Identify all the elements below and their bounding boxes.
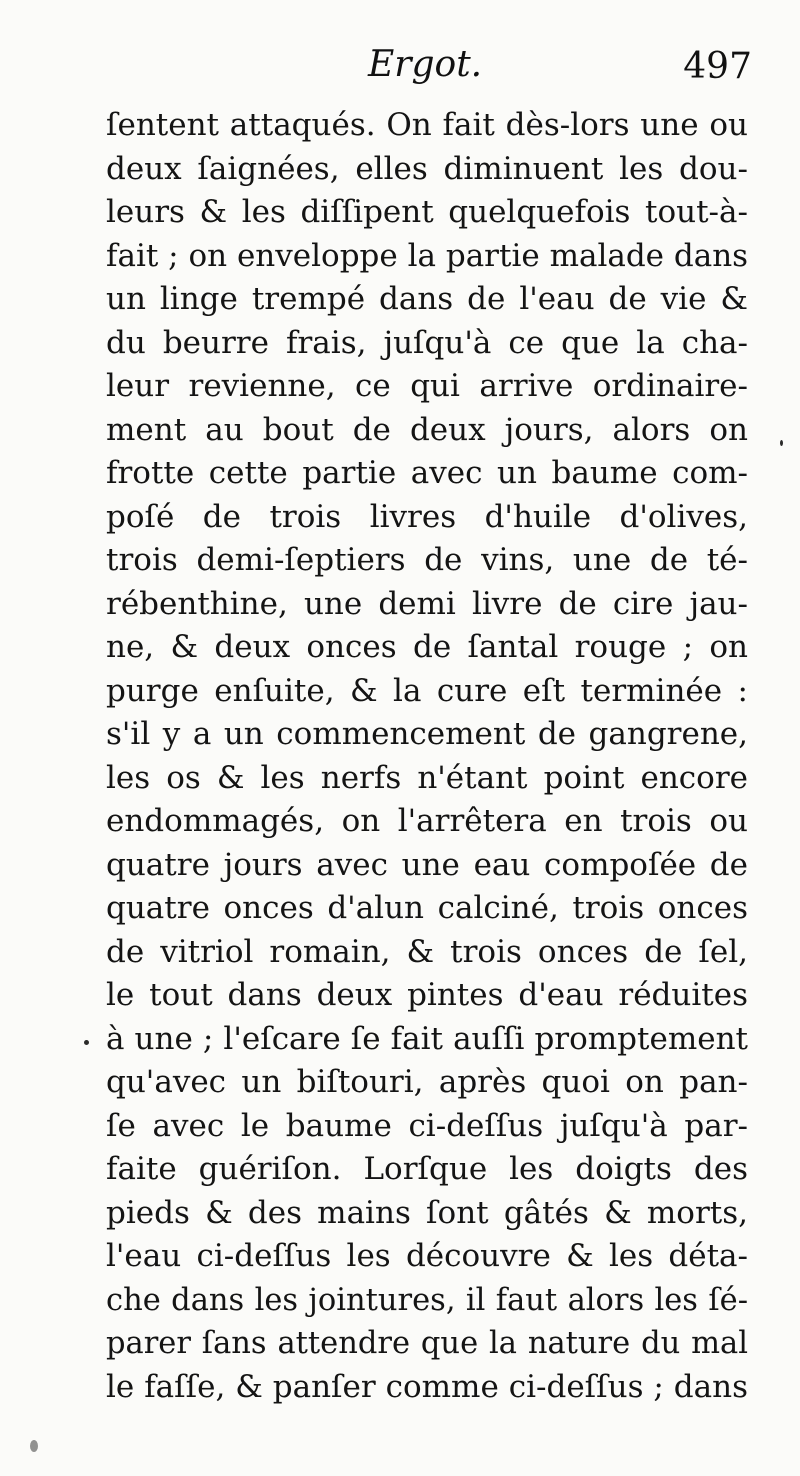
text-line: parer ſans attendre que la nature du mal <box>106 1326 748 1361</box>
text-line: leur revienne, ce qui arrive ordinaire- <box>106 368 748 404</box>
running-head <box>0 44 800 104</box>
page-number: 497 <box>683 46 752 87</box>
text-line: purge enſuite, & la cure eſt terminée : <box>106 672 748 709</box>
body-text <box>106 104 748 1409</box>
text-line: ment au bout de deux jours, alors on <box>106 411 748 448</box>
text-line: che dans les jointures, il faut alors les ſé- <box>106 1282 748 1318</box>
text-line: l'eau ci-deſſus les découvre & les déta- <box>106 1238 748 1274</box>
text-line: quatre jours avec une eau compoſée de <box>106 846 748 883</box>
text-line: deux ſaignées, elles diminuent les dou- <box>106 150 748 187</box>
paper-speck <box>84 1040 89 1045</box>
text-line: rébenthine, une demi livre de cire jau- <box>106 585 748 622</box>
text-line: s'il y a un commencement de gangrene, <box>106 716 748 752</box>
text-line: ne, & deux onces de ſantal rouge ; on <box>106 629 748 665</box>
text-line: le tout dans deux pintes d'eau réduites <box>106 977 748 1013</box>
text-line: endommagés, on l'arrêtera en trois ou <box>106 803 748 839</box>
text-line: trois demi-ſeptiers de vins, une de té- <box>106 542 748 578</box>
text-line: qu'avec un biſtouri, après quoi on pan- <box>106 1064 748 1100</box>
text-line: les os & les nerfs n'étant point encore <box>106 759 748 796</box>
text-line: ſe avec le baume ci-deſſus juſqu'à par- <box>106 1107 748 1144</box>
paper-speck <box>780 440 783 446</box>
text-line: du beurre frais, juſqu'à ce que la cha- <box>106 324 748 361</box>
text-line: leurs & les diſſipent quelquefois tout-à- <box>106 194 748 230</box>
running-head-title: Ergot. <box>368 44 483 85</box>
text-line: un linge trempé dans de l'eau de vie & <box>106 281 748 317</box>
text-line: quatre onces d'alun calciné, trois onces <box>106 890 748 926</box>
text-line: de vitriol romain, & trois onces de ſel, <box>106 933 748 970</box>
paper-speck <box>30 1440 38 1452</box>
text-line: frotte cette partie avec un baume com- <box>106 455 748 491</box>
text-line: à une ; l'eſcare ſe fait auſſi promptement <box>106 1020 748 1057</box>
text-line: fait ; on enveloppe la partie malade dans <box>106 237 748 274</box>
text-line: le faſſe, & panſer comme ci-deſſus ; dans <box>106 1368 748 1405</box>
text-line: pieds & des mains ſont gâtés & morts, <box>106 1194 748 1231</box>
text-line: ſentent attaqués. On fait dès-lors une ou <box>106 107 748 143</box>
text-line: poſé de trois livres d'huile d'olives, <box>106 498 748 535</box>
text-line: faite guériſon. Lorſque les doigts des <box>106 1151 748 1187</box>
